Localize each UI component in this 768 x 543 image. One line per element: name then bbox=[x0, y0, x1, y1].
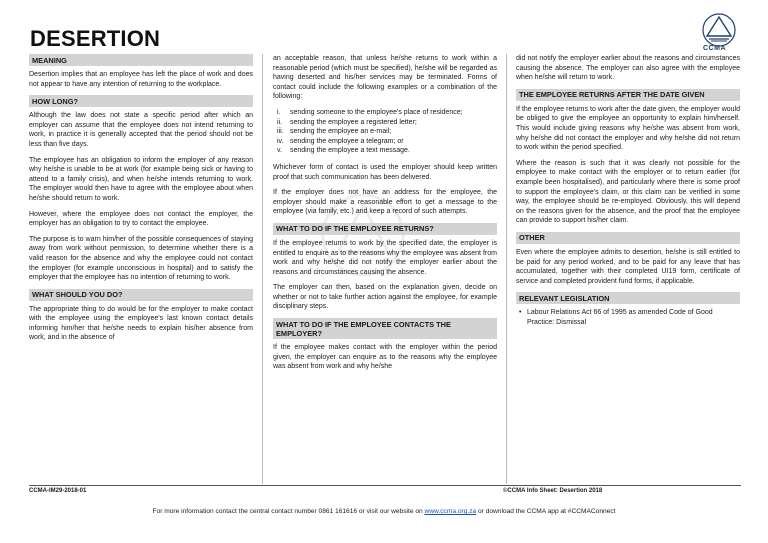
paragraph: If the employee returns to work after the date given, the employer would be obliged to give the employee an opportunity to explain him/herself. This would include giving reasons why he/she was absent from work, why he/she did not contact the employer and why he/she did not return to work within the period specified. bbox=[516, 105, 740, 152]
legislation-list bbox=[516, 308, 740, 327]
list-number: iii. bbox=[277, 128, 284, 136]
list-text: sending someone to the employee's place of residence; bbox=[290, 108, 463, 116]
list-item bbox=[273, 118, 497, 128]
paragraph: The appropriate thing to do would be for the employer to make contact with the employee using the employee's last known contact details informing him/her that he/she needs to explain his/her absence from work, and in the absence of bbox=[29, 305, 253, 342]
contact-line bbox=[0, 508, 768, 515]
paragraph: Desertion implies that an employee has left the place of work and does not appear to have any intention of returning to the workplace. bbox=[29, 71, 253, 88]
list-item bbox=[273, 108, 497, 118]
bullet-icon: • bbox=[519, 309, 522, 317]
paragraph: Where the reason is such that it was clearly not possible for the employee to make contact with the employer or to return earlier (for example been hospitalised), and particularly where there is some proof to support the employee's claim, or this claim can be verified in some way, the employee should be re-employed. Obviously, this will depend on the reasons given for the absence, and the proof that the employee can provide to support his/her claim. bbox=[516, 159, 740, 225]
paragraph: If the employee returns to work by the specified date, the employer is entitled to enquire as to the reasons why the employee was absent from work and why he/she did not notify the employer earlier about the reasons and circumstances causing the absence. bbox=[273, 239, 497, 276]
column-2 bbox=[273, 54, 497, 378]
paragraph: Even where the employee admits to desertion, he/she is still entitled to be paid for any period worked, and to be paid for any leave that has accumulated, together with their completed UI19 form, certificate of service and completed provident fund forms, if applicable. bbox=[516, 248, 740, 285]
column-3 bbox=[516, 54, 740, 327]
list-text: sending the employee a text message. bbox=[290, 147, 410, 155]
paragraph: did not notify the employer earlier about the reasons and circumstances causing the absence. The employer can also agree with the employee when he/she will return to work. bbox=[516, 55, 740, 82]
footer-divider bbox=[29, 485, 741, 486]
list-number: i. bbox=[277, 108, 281, 116]
logo-text: CCMA bbox=[703, 45, 726, 52]
column-1 bbox=[29, 54, 253, 349]
list-text: sending the employee a registered letter; bbox=[290, 118, 417, 126]
paragraph: The employer can then, based on the explanation given, decide on whether or not to take further action against the employee, for example disciplinary steps. bbox=[273, 284, 497, 311]
paragraph: The employee has an obligation to inform the employer of any reason why he/she is unable to be at work (for example being sick or having to attend to a family crisis), and when he/she intends returning to work. The employer would then have to agree with the employee about when he/she should return to work. bbox=[29, 156, 253, 202]
section-heading-what-should-you-do: WHAT SHOULD YOU DO? bbox=[29, 289, 253, 301]
contact-text: For more information contact the central contact number 0861 161616 or visit our website on bbox=[152, 508, 425, 515]
list-item bbox=[273, 127, 497, 137]
list-item bbox=[273, 146, 497, 156]
column-divider-2 bbox=[506, 54, 507, 484]
document-code: CCMA-IM29-2018-01 bbox=[29, 488, 87, 494]
list-text: sending the employee an e-mail; bbox=[290, 128, 392, 136]
section-heading-employee-returns: WHAT TO DO IF THE EMPLOYEE RETURNS? bbox=[273, 223, 497, 235]
list-number: ii. bbox=[277, 118, 283, 126]
section-heading-returns-after-date: THE EMPLOYEE RETURNS AFTER THE DATE GIVEN bbox=[516, 89, 740, 101]
list-item bbox=[516, 308, 740, 327]
list-number: iv. bbox=[277, 137, 284, 145]
section-heading-meaning: MEANING bbox=[29, 54, 253, 66]
paragraph: Although the law does not state a specific period after which an employer can assume that the employee does not intend returning to work, in practice it is generally accepted that the period should not be less than five days. bbox=[29, 112, 253, 148]
list-number: v. bbox=[277, 147, 282, 155]
paragraph: The purpose is to warn him/her of the possible consequences of staying away from work without permission, to determine whether there is a valid reason for the absence and why the employee could not contact the employer (for example unconscious in hospital) and to satisfy the employer that the employee has no intention of returning to work. bbox=[29, 235, 253, 282]
column-divider-1 bbox=[262, 54, 263, 484]
paragraph: If the employer does not have an address for the employee, the employer should make a reasonable effort to get a message to the employee (via family, etc.) and keep a record of such attempts. bbox=[273, 189, 497, 216]
section-heading-relevant-legislation: RELEVANT LEGISLATION bbox=[516, 292, 740, 304]
paragraph: However, where the employee does not contact the employer, the employer has an obligation to try to contact the employee. bbox=[29, 210, 253, 228]
section-heading-how-long: HOW LONG? bbox=[29, 95, 253, 107]
section-heading-other: OTHER bbox=[516, 232, 740, 244]
list-text: Labour Relations Act 66 of 1995 as amended Code of Good Practice: Dismissal bbox=[527, 309, 713, 326]
section-heading-employee-contacts: WHAT TO DO IF THE EMPLOYEE CONTACTS THE EMPLOYER? bbox=[273, 318, 497, 339]
paragraph: If the employee makes contact with the employer within the period given, the employer can enquire as to the reasons why the employee was absent from work and why he/she bbox=[273, 344, 497, 371]
paragraph: Whichever form of contact is used the employer should keep written proof that such communication has been delivered. bbox=[273, 163, 497, 181]
contact-methods-list bbox=[273, 108, 497, 156]
website-link[interactable]: www.ccma.org.za bbox=[424, 508, 477, 515]
paragraph: an acceptable reason, that unless he/she returns to work within a reasonable period (which must be specified), he/she will be regarded as having deserted and his/her services may be terminated. Forms of contact could include the following examples or a combination of the following: bbox=[273, 55, 497, 101]
copyright-text: ©CCMA Info Sheet: Desertion 2018 bbox=[503, 488, 603, 494]
list-item bbox=[273, 137, 497, 147]
page-title: DESERTION bbox=[30, 26, 161, 51]
contact-text-tail: or download the CCMA app at #CCMAConnect bbox=[476, 508, 616, 515]
list-text: sending the employee a telegram; or bbox=[290, 137, 404, 145]
